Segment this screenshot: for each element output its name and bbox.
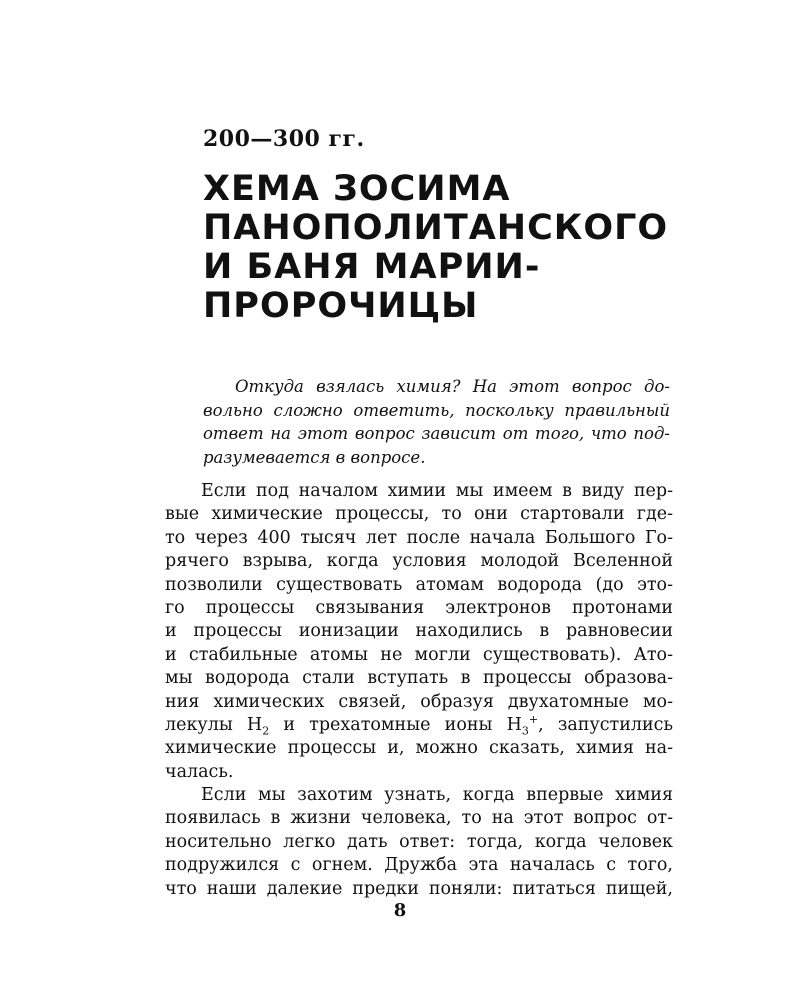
- body-text: [165, 480, 673, 901]
- body-line: подружился с огнем. Дружба эта началась с того,: [165, 855, 673, 876]
- body-line: Если мы захотим узнать, когда впервые химия: [201, 785, 673, 806]
- body-line: появилась в жизни человека, то на этот вопрос от-: [165, 808, 673, 829]
- formula-text: лекулы H: [165, 714, 263, 735]
- body-line: то через 400 тысяч лет после начала Большого Го-: [165, 527, 673, 548]
- chapter-title-line: ПАНОПОЛИТАНСКОГО: [203, 208, 669, 248]
- body-line: вые химические процессы, то они стартовали где-: [165, 504, 673, 525]
- epigraph-line: разумевается в вопросе.: [203, 447, 426, 467]
- formula-text: и трехатомные ионы H: [269, 714, 522, 735]
- body-line: ния химических связей, образуя двухатомные мо-: [165, 691, 673, 712]
- body-line: мы водорода стали вступать в процессы образова-: [165, 668, 673, 689]
- chapter-title: [203, 169, 669, 326]
- h2-subscript: 2: [262, 724, 270, 738]
- epigraph: [203, 375, 670, 469]
- chapter-date: 200—300 гг.: [203, 126, 365, 152]
- body-line: рячего взрыва, когда условия молодой Вселенной: [165, 551, 673, 572]
- chapter-title-line: И БАНЯ МАРИИ-: [203, 247, 541, 287]
- body-line: химические процессы и, можно сказать, химия на-: [165, 738, 673, 759]
- formula-line: [165, 714, 673, 737]
- page-number: 8: [393, 900, 407, 921]
- body-line: носительно легко дать ответ: тогда, когда человек: [165, 831, 673, 852]
- body-line: что наши далекие предки поняли: питаться пищей,: [165, 878, 673, 899]
- body-line: Если под началом химии мы имеем в виду пер-: [201, 481, 673, 501]
- body-line: чалась.: [165, 761, 234, 782]
- ion-charge: +: [528, 713, 539, 727]
- body-line: и процессы ионизации находились в равновесии: [165, 621, 673, 642]
- body-line: го процессы связывания электронов протонами: [165, 597, 673, 618]
- epigraph-line: вольно сложно ответить, поскольку правильный: [203, 400, 670, 420]
- body-line: и стабильные атомы не могли существовать). Ато-: [165, 644, 673, 665]
- epigraph-line: ответ на этот вопрос зависит от того, что под-: [203, 424, 670, 443]
- body-line: позволили существовать атомам водорода (до это-: [165, 574, 673, 595]
- chapter-title-line: ПРОРОЧИЦЫ: [203, 286, 479, 326]
- formula-text: , запустились: [538, 714, 674, 735]
- chapter-title-line: ХЕМА ЗОСИМА: [203, 169, 511, 209]
- h3-subscript: 3: [521, 724, 529, 738]
- epigraph-line: Откуда взялась химия? На этот вопрос до-: [235, 377, 670, 396]
